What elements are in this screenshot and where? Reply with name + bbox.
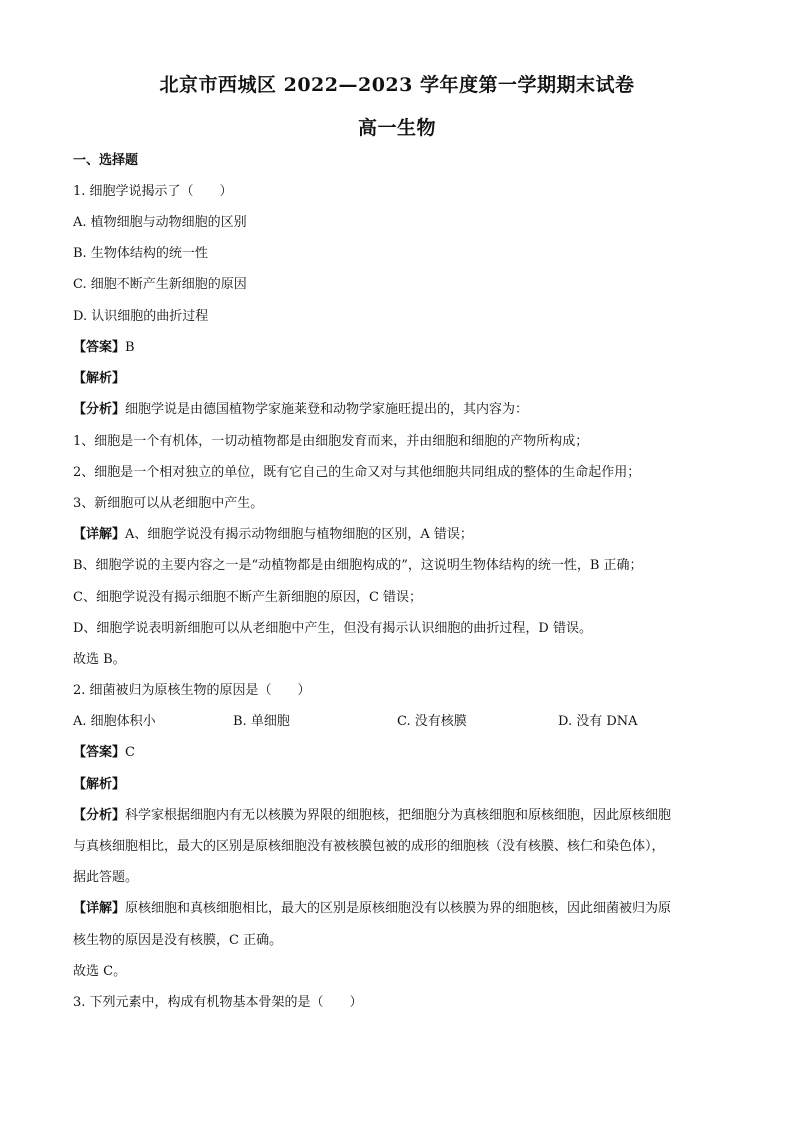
fenxi-text: 细胞学说是由德国植物学家施莱登和动物学家施旺提出的，其内容为： [125, 402, 529, 417]
question-1-xiangjie-line-c: C、细胞学说没有揭示细胞不断产生新细胞的原因，C 错误； [73, 590, 423, 605]
question-3-stem: 3. 下列元素中，构成有机物基本骨架的是（ ） [73, 995, 363, 1010]
question-1-point-2: 2、细胞是一个相对独立的单位，既有它自己的生命又对与其他细胞共同组成的整体的生命起作用； [73, 465, 641, 480]
question-2-stem: 2. 细菌被归为原核生物的原因是（ ） [73, 683, 311, 698]
page-title: 北京市西城区 2022—2023 学年度第一学期期末试卷 [159, 74, 635, 96]
question-1-point-3: 3、新细胞可以从老细胞中产生。 [73, 496, 264, 511]
fenxi-line-1: 科学家根据细胞内有无以核膜为界限的细胞核，把细胞分为真核细胞和原核细胞，因此原核细胞 [125, 808, 672, 823]
question-1-option-d: D. 认识细胞的曲折过程 [73, 309, 209, 324]
question-1-fenxi [73, 401, 528, 419]
question-1-answer [73, 339, 135, 357]
question-2-option-c: C. 没有核膜 [397, 714, 467, 729]
question-1-conclusion: 故选 B。 [73, 652, 126, 667]
question-1-xiangjie-line-b: B、细胞学说的主要内容之一是“动植物都是由细胞构成的”，这说明生物体结构的统一性，B 正确； [73, 558, 643, 573]
section-heading: 一、选择题 [73, 153, 139, 168]
question-2-fenxi [73, 807, 671, 825]
fenxi-tag: 【分析】 [73, 402, 126, 417]
question-1-point-1: 1、细胞是一个有机体，一切动植物都是由细胞发育而来，并由细胞和细胞的产物所构成； [73, 434, 589, 449]
question-2-xiangjie [73, 900, 671, 918]
question-2-option-d: D. 没有 DNA [558, 714, 638, 729]
xiangjie-line-1: 原核细胞和真核细胞相比，最大的区别是原核细胞没有以核膜为界的细胞核，因此细菌被归为原 [125, 901, 672, 916]
answer-value: C [125, 745, 135, 760]
fenxi-tag: 【分析】 [73, 808, 126, 823]
question-2-analysis-tag: 【解析】 [73, 777, 126, 792]
xiangjie-line-a: A、细胞学说没有揭示动物细胞与植物细胞的区别，A 错误； [125, 527, 473, 542]
question-1-analysis-tag: 【解析】 [73, 371, 126, 386]
question-2-answer [73, 744, 135, 762]
xiangjie-tag: 【详解】 [73, 901, 126, 916]
question-2-options [73, 713, 733, 731]
question-1-xiangjie [73, 526, 473, 544]
question-1-stem: 1. 细胞学说揭示了（ ） [73, 184, 233, 199]
question-2-fenxi-line-2: 与真核细胞相比，最大的区别是原核细胞没有被核膜包被的成形的细胞核（没有核膜、核仁和染色体）， [73, 839, 665, 854]
question-1-option-a: A. 植物细胞与动物细胞的区别 [73, 215, 247, 230]
question-2-option-b: B. 单细胞 [233, 714, 290, 729]
question-2-option-a: A. 细胞体积小 [73, 714, 156, 729]
question-1-option-c: C. 细胞不断产生新细胞的原因 [73, 277, 247, 292]
question-2-xiangjie-line-2: 核生物的原因是没有核膜，C 正确。 [73, 933, 283, 948]
question-2-conclusion: 故选 C。 [73, 964, 127, 979]
answer-tag: 【答案】 [73, 340, 126, 355]
question-1-option-b: B. 生物体结构的统一性 [73, 246, 208, 261]
answer-tag: 【答案】 [73, 745, 126, 760]
xiangjie-tag: 【详解】 [73, 527, 126, 542]
answer-value: B [125, 340, 135, 355]
page-subtitle: 高一生物 [357, 117, 436, 139]
question-2-fenxi-line-3: 据此答题。 [73, 870, 139, 885]
question-1-xiangjie-line-d: D、细胞学说表明新细胞可以从老细胞中产生，但没有揭示认识细胞的曲折过程，D 错误。 [73, 621, 592, 636]
